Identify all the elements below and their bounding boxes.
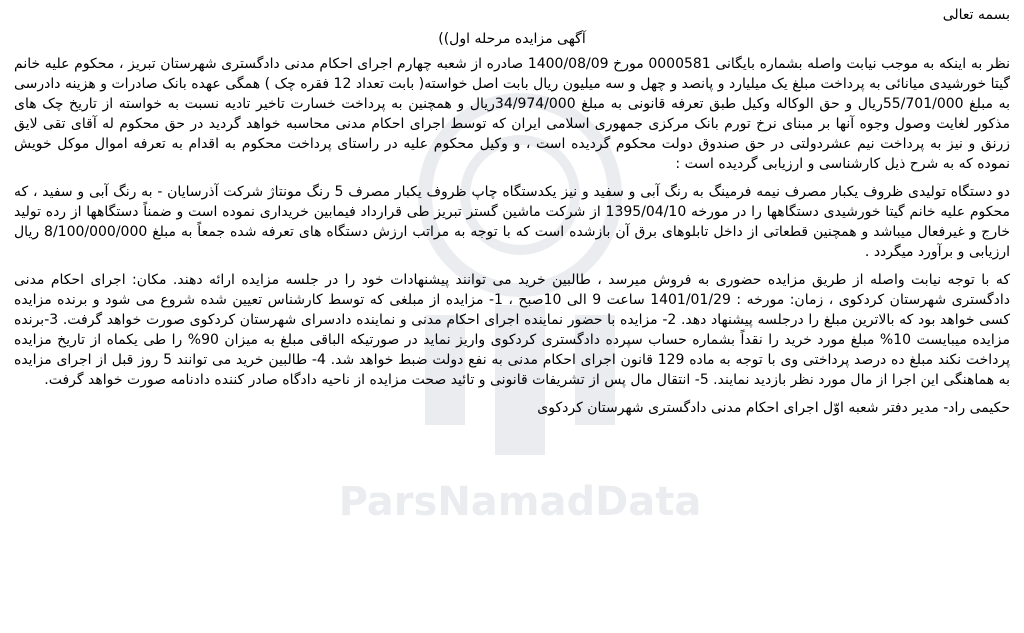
paragraph-auction-terms: که با توجه نیابت واصله از طریق مزایده حضوری به فروش میرسد ، طالبین خرید می توانند پیشنهادات خود را در جلسه مزایده ارائه دهند. مکان: اجرای احکام مدنی دادگستری شهرستان کردکوی ، زمان: مورخه : 1401/01/29 ساعت 9 الی 10صبح ، 1- مزایده از مبلغی که توسط کارشناس تعیین شده شروع می شود و برنده مزایده کسی خواهد بود که بالاترین مبلغ را درجلسه پیشنهاد دهد. 2- مزایده با حضور نماینده اجرای احکام مدنی و نماینده دادسرای شهرستان کردکوی صورت خواهد گرفت. 3-برنده مزایده میبایست 10% مبلغ مورد خرید را نقداً بشماره حساب سپرده دادگستری کردکوی واریز نماید در صورتیکه الباقی مبلغ به میزان 90% را طی یکماه از تاریخ مزایده پرداخت نکند مبلغ ده درصد پرداختی وی با توجه به ماده 129 قانون اجرای احکام مدنی به نفع دولت ضبط خواهد شد. 4- طالبین خرید می توانند 5 روز قبل از اجرای مزایده به هماهنگی این اجرا از مال مورد نظر بازدید نمایند. 5- انتقال مال پس از تشریفات قانونی و تائید صحت مزایده از ناحیه دادگاه صادر کننده دادنامه صورت خواهد گرفت. (14, 272, 1011, 388)
paragraph-case-details: نظر به اینکه به موجب نیابت واصله بشماره بایگانی 0000581 مورخ 1400/08/09 صادره از شعبه چهارم اجرای احکام مدنی دادگستری شهرستان تبریز ، محکوم علیه خانم گیتا خورشیدی میانائی به پرداخت مبلغ یک میلیارد و پانصد و چهل و سه میلیون ریال بابت اصل خواسته( بابت تعداد 12 فقره چک ) همگی عهده بانک صادرات و هزینه دادرسی به مبلغ 55/701/000ریال و حق الوکاله وکیل طبق تعرفه قانونی به مبلغ 34/974/000ریال و همچنین به پرداخت خسارت تاخیر تادیه نسبت به خواسته از تاریخ چک های مذکور لغایت وصول وجوه آنها بر مبنای نرخ تورم بانک مرکزی جمهوری اسلامی ایران که توسط اجرای احکام مدنی محاسبه خواهد گردید در حق محکوم له آقای تقی لایق زرنق و نیز به پرداخت نیم عشردولتی در حق صندوق دولت محکوم گردیده است ، و وکیل محکوم علیه در راستای پرداخت محکوم به اقدام به تعرفه اموال موکل خویش نموده که به شرح ذیل کارشناسی و ارزیابی گردیده است : (14, 56, 1011, 172)
paragraph-assets: دو دستگاه تولیدی ظروف یکبار مصرف نیمه فرمینگ به رنگ آبی و سفید و نیز یکدستگاه چاپ ظروف یکبار مصرف 5 رنگ مونتاژ شرکت آذرسایان - به رنگ آبی و سفید ، که محکوم علیه خانم گیتا خورشیدی دستگاهها را در مورخه 1395/04/10 از شرکت ماشین گستر تبریز طی قرارداد فیمابین خریداری نموده است و ضمناً دستگاهها از رده تولید خارج و غیرفعال میباشد و همچنین قطعاتی از داخل تابلوهای برق آن بازشده است که با توجه به مراتب ارزش دستگاه های تعرفه شده جمعاً به مبلغ 8/100/000/000 ریال ارزیابی و برآورد میگردد . (14, 184, 1011, 260)
opening-line: بسمه تعالی (942, 7, 1010, 23)
watermark-text: ParsNamadData (338, 479, 702, 525)
signature-line: حکیمی راد- مدیر دفتر شعبه اوّل اجرای احکام مدنی دادگستری شهرستان کردکوی (537, 400, 1010, 416)
notice-title: آگهی مزایده مرحله اول)) (438, 31, 586, 47)
